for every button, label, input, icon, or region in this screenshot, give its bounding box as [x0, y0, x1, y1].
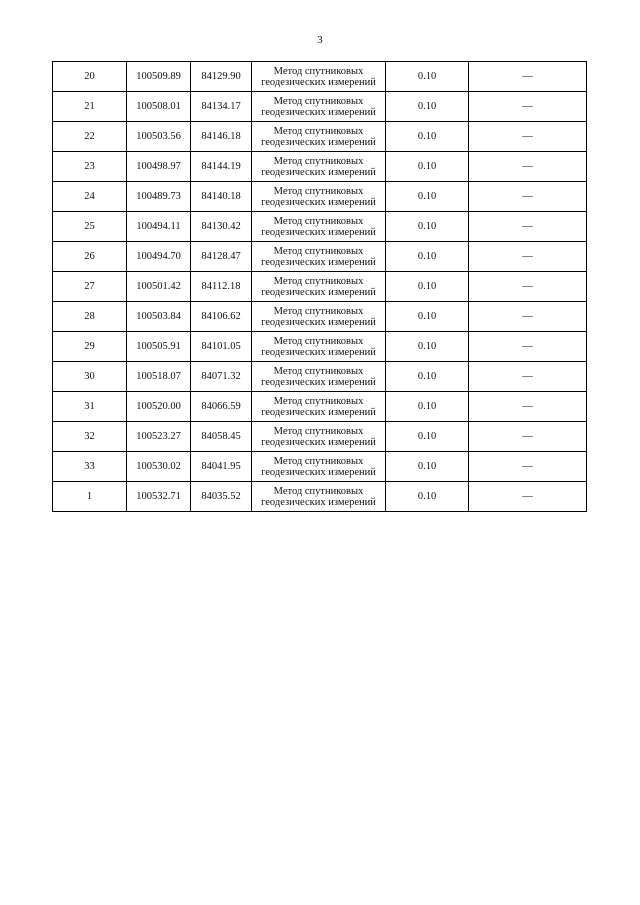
table-row	[53, 182, 587, 212]
method-cell	[252, 332, 386, 362]
x-coordinate-cell: 100509.89	[127, 62, 191, 92]
method-line-2: геодезических измерений	[261, 316, 376, 328]
table-row	[53, 242, 587, 272]
table-row	[53, 482, 587, 512]
method-line-2: геодезических измерений	[261, 76, 376, 88]
table-row	[53, 212, 587, 242]
point-number-cell: 21	[53, 92, 127, 122]
method-line-2: геодезических измерений	[261, 106, 376, 118]
note-cell: —	[469, 242, 587, 272]
method-cell	[252, 62, 386, 92]
method-cell	[252, 242, 386, 272]
accuracy-cell: 0.10	[386, 392, 469, 422]
method-line-1: Метод спутниковых	[273, 395, 364, 407]
point-number-cell: 32	[53, 422, 127, 452]
method-line-2: геодезических измерений	[261, 226, 376, 238]
method-line-1: Метод спутниковых	[273, 455, 364, 467]
method-cell	[252, 482, 386, 512]
x-coordinate-cell: 100489.73	[127, 182, 191, 212]
point-number-cell: 26	[53, 242, 127, 272]
y-coordinate-cell: 84041.95	[191, 452, 252, 482]
accuracy-cell: 0.10	[386, 242, 469, 272]
method-cell	[252, 92, 386, 122]
method-cell	[252, 152, 386, 182]
note-cell: —	[469, 302, 587, 332]
method-cell	[252, 272, 386, 302]
accuracy-cell: 0.10	[386, 302, 469, 332]
note-cell: —	[469, 122, 587, 152]
method-line-1: Метод спутниковых	[273, 65, 364, 77]
x-coordinate-cell: 100501.42	[127, 272, 191, 302]
note-cell: —	[469, 212, 587, 242]
method-line-2: геодезических измерений	[261, 436, 376, 448]
method-line-2: геодезических измерений	[261, 496, 376, 508]
method-cell	[252, 362, 386, 392]
accuracy-cell: 0.10	[386, 272, 469, 302]
y-coordinate-cell: 84134.17	[191, 92, 252, 122]
accuracy-cell: 0.10	[386, 332, 469, 362]
note-cell: —	[469, 482, 587, 512]
table-row	[53, 152, 587, 182]
table-row	[53, 62, 587, 92]
y-coordinate-cell: 84035.52	[191, 482, 252, 512]
method-line-2: геодезических измерений	[261, 196, 376, 208]
table-row	[53, 362, 587, 392]
note-cell: —	[469, 422, 587, 452]
method-line-1: Метод спутниковых	[273, 485, 364, 497]
coordinates-table	[52, 61, 587, 512]
point-number-cell: 23	[53, 152, 127, 182]
y-coordinate-cell: 84066.59	[191, 392, 252, 422]
method-line-1: Метод спутниковых	[273, 245, 364, 257]
method-cell	[252, 452, 386, 482]
accuracy-cell: 0.10	[386, 422, 469, 452]
accuracy-cell: 0.10	[386, 452, 469, 482]
point-number-cell: 27	[53, 272, 127, 302]
coordinates-table-body	[53, 62, 587, 512]
method-line-2: геодезических измерений	[261, 166, 376, 178]
y-coordinate-cell: 84130.42	[191, 212, 252, 242]
y-coordinate-cell: 84129.90	[191, 62, 252, 92]
method-line-1: Метод спутниковых	[273, 305, 364, 317]
y-coordinate-cell: 84071.32	[191, 362, 252, 392]
point-number-cell: 24	[53, 182, 127, 212]
method-cell	[252, 302, 386, 332]
table-row	[53, 422, 587, 452]
method-line-2: геодезических измерений	[261, 136, 376, 148]
method-cell	[252, 182, 386, 212]
method-cell	[252, 212, 386, 242]
method-line-2: геодезических измерений	[261, 346, 376, 358]
x-coordinate-cell: 100508.01	[127, 92, 191, 122]
note-cell: —	[469, 92, 587, 122]
note-cell: —	[469, 362, 587, 392]
method-cell	[252, 422, 386, 452]
x-coordinate-cell: 100494.70	[127, 242, 191, 272]
accuracy-cell: 0.10	[386, 482, 469, 512]
note-cell: —	[469, 332, 587, 362]
method-line-1: Метод спутниковых	[273, 95, 364, 107]
table-row	[53, 332, 587, 362]
y-coordinate-cell: 84128.47	[191, 242, 252, 272]
method-line-2: геодезических измерений	[261, 466, 376, 478]
point-number-cell: 33	[53, 452, 127, 482]
table-row	[53, 302, 587, 332]
x-coordinate-cell: 100520.00	[127, 392, 191, 422]
point-number-cell: 28	[53, 302, 127, 332]
x-coordinate-cell: 100494.11	[127, 212, 191, 242]
x-coordinate-cell: 100503.56	[127, 122, 191, 152]
accuracy-cell: 0.10	[386, 362, 469, 392]
point-number-cell: 25	[53, 212, 127, 242]
note-cell: —	[469, 182, 587, 212]
accuracy-cell: 0.10	[386, 122, 469, 152]
point-number-cell: 29	[53, 332, 127, 362]
accuracy-cell: 0.10	[386, 62, 469, 92]
y-coordinate-cell: 84058.45	[191, 422, 252, 452]
y-coordinate-cell: 84140.18	[191, 182, 252, 212]
x-coordinate-cell: 100532.71	[127, 482, 191, 512]
y-coordinate-cell: 84101.05	[191, 332, 252, 362]
note-cell: —	[469, 152, 587, 182]
y-coordinate-cell: 84112.18	[191, 272, 252, 302]
method-line-2: геодезических измерений	[261, 376, 376, 388]
method-line-2: геодезических измерений	[261, 406, 376, 418]
note-cell: —	[469, 392, 587, 422]
method-cell	[252, 122, 386, 152]
point-number-cell: 30	[53, 362, 127, 392]
method-cell	[252, 392, 386, 422]
page-number: 3	[317, 34, 323, 46]
method-line-1: Метод спутниковых	[273, 425, 364, 437]
table-row	[53, 272, 587, 302]
point-number-cell: 1	[53, 482, 127, 512]
method-line-1: Метод спутниковых	[273, 365, 364, 377]
method-line-2: геодезических измерений	[261, 256, 376, 268]
method-line-1: Метод спутниковых	[273, 335, 364, 347]
note-cell: —	[469, 272, 587, 302]
point-number-cell: 31	[53, 392, 127, 422]
method-line-1: Метод спутниковых	[273, 275, 364, 287]
x-coordinate-cell: 100503.84	[127, 302, 191, 332]
y-coordinate-cell: 84144.19	[191, 152, 252, 182]
point-number-cell: 22	[53, 122, 127, 152]
method-line-1: Метод спутниковых	[273, 215, 364, 227]
table-row	[53, 452, 587, 482]
method-line-1: Метод спутниковых	[273, 155, 364, 167]
method-line-1: Метод спутниковых	[273, 185, 364, 197]
accuracy-cell: 0.10	[386, 92, 469, 122]
x-coordinate-cell: 100498.97	[127, 152, 191, 182]
x-coordinate-cell: 100505.91	[127, 332, 191, 362]
method-line-1: Метод спутниковых	[273, 125, 364, 137]
table-row	[53, 392, 587, 422]
accuracy-cell: 0.10	[386, 182, 469, 212]
point-number-cell: 20	[53, 62, 127, 92]
y-coordinate-cell: 84146.18	[191, 122, 252, 152]
accuracy-cell: 0.10	[386, 212, 469, 242]
table-row	[53, 122, 587, 152]
x-coordinate-cell: 100518.07	[127, 362, 191, 392]
x-coordinate-cell: 100530.02	[127, 452, 191, 482]
x-coordinate-cell: 100523.27	[127, 422, 191, 452]
method-line-2: геодезических измерений	[261, 286, 376, 298]
table-row	[53, 92, 587, 122]
note-cell: —	[469, 62, 587, 92]
accuracy-cell: 0.10	[386, 152, 469, 182]
y-coordinate-cell: 84106.62	[191, 302, 252, 332]
note-cell: —	[469, 452, 587, 482]
